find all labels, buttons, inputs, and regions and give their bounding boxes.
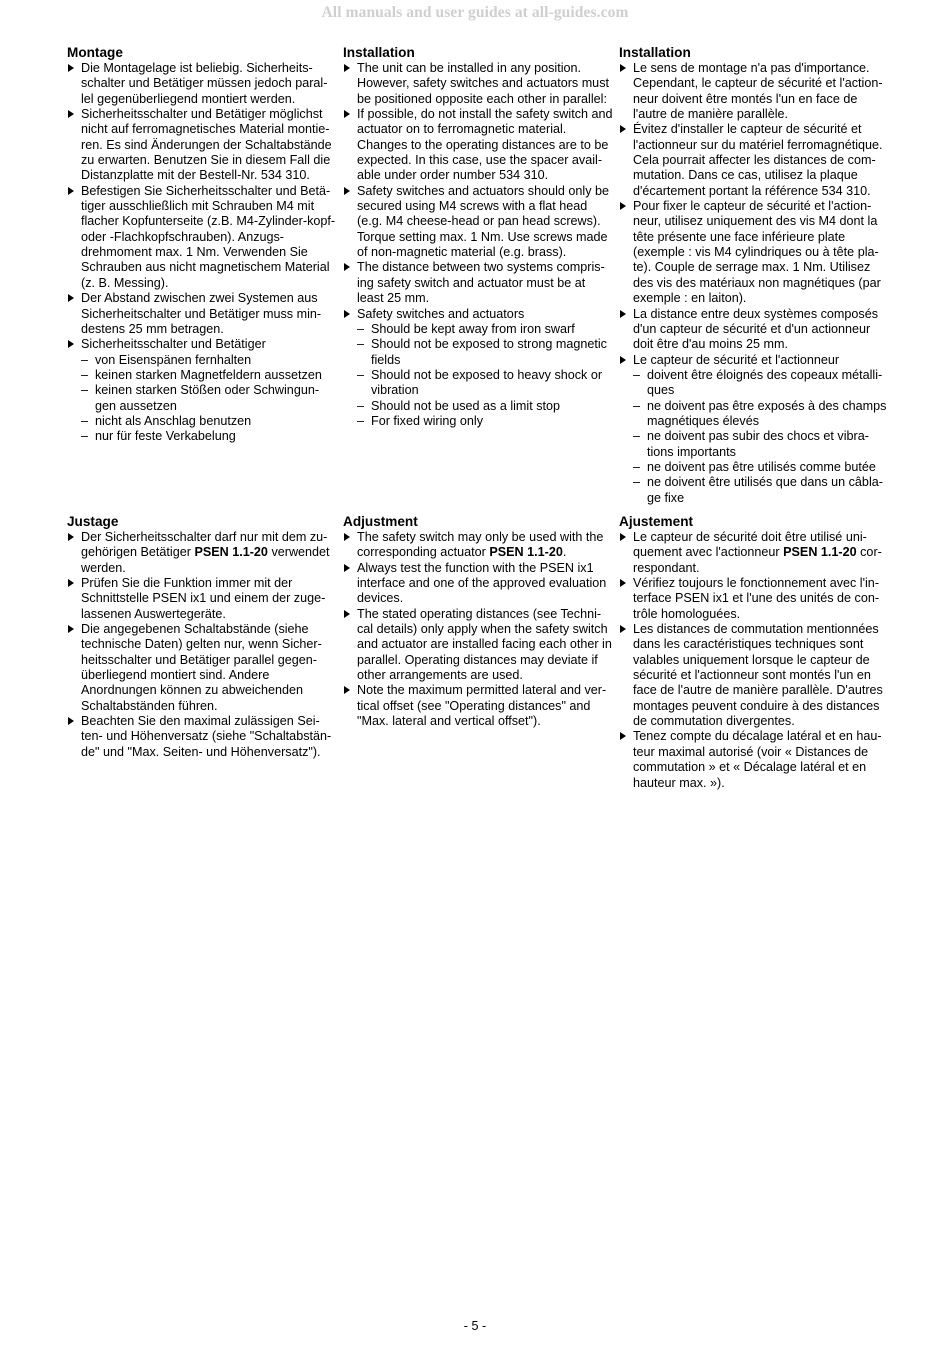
section-adjustment: [343, 513, 615, 729]
item-text: Pour fixer le capteur de sécurité et l'action-neur, utilisez uniquement des vis M4 dont la tête présente une face inférieure plate (exemple : vis M4 cylindriques ou à tête pla-te). Couple de serrage max. 1 Nm. Utilisez des vis des matériaux non magnétiques (par exemple : en laiton).: [633, 199, 881, 306]
sub-list-item: [633, 368, 891, 399]
bullet-arrow-icon: [620, 64, 626, 72]
dash-bullet-icon: –: [633, 429, 641, 444]
bullet-arrow-icon: [344, 64, 350, 72]
section-title: Justage: [67, 514, 119, 529]
sub-item-text: Should not be exposed to strong magnetic fields: [371, 337, 607, 367]
list-item: [343, 307, 615, 430]
bullet-arrow-icon: [68, 294, 74, 302]
bullet-arrow-icon: [620, 625, 626, 633]
dash-bullet-icon: –: [357, 398, 365, 413]
sub-item-text: ne doivent pas être exposés à des champs magnétiques élevés: [647, 398, 887, 428]
sub-list: [81, 353, 339, 445]
item-text: Vérifiez toujours le fonctionnement avec l'in-terface PSEN ix1 et l'une des unités de con-trôle homologuées.: [633, 576, 880, 621]
list-item: [619, 61, 891, 122]
item-text: Der Abstand zwischen zwei Systemen aus Sicherheitschalter und Betätiger muss min-destens 25 mm betragen.: [81, 291, 322, 336]
bullet-arrow-icon: [68, 579, 74, 587]
sub-list-item: [81, 353, 339, 368]
dash-bullet-icon: –: [81, 352, 89, 367]
list-item: [619, 576, 891, 622]
list-item: [343, 530, 615, 561]
bullet-arrow-icon: [344, 686, 350, 694]
bullet-arrow-icon: [344, 610, 350, 618]
list-item: [343, 184, 615, 261]
item-text: Always test the function with the PSEN ix1 interface and one of the approved evaluation devices.: [357, 560, 607, 606]
bullet-arrow-icon: [68, 625, 74, 633]
item-text: Tenez compte du décalage latéral et en hau-teur maximal autorisé (voir « Distances de commutation » et « Décalage latéral et en hauteur max. »).: [633, 729, 882, 790]
list-item: [67, 61, 339, 107]
bullet-arrow-icon: [68, 64, 74, 72]
sub-list-item: [633, 399, 891, 430]
list-item: [67, 530, 339, 576]
product-name: PSEN 1.1-20: [194, 545, 268, 560]
sub-item-text: Should be kept away from iron swarf: [371, 321, 575, 336]
bullet-list: [619, 530, 891, 791]
list-item: [67, 107, 339, 184]
bullet-list: [343, 61, 615, 429]
sub-item-text: keinen starken Stößen oder Schwingun-gen aussetzen: [95, 383, 320, 413]
product-name: PSEN 1.1-20: [783, 545, 857, 560]
list-item: [619, 122, 891, 199]
list-item: [67, 184, 339, 291]
item-text: Évitez d'installer le capteur de sécurité et l'actionneur sur du matériel ferromagnétique. Cela pourrait affecter les distances de com-mutation. Dans ce cas, utilisez la plaque d'écartement portant la référence 534 310.: [633, 122, 883, 198]
bullet-list: [343, 530, 615, 729]
bullet-list: [619, 61, 891, 506]
sub-list-item: [633, 429, 891, 460]
sub-item-text: For fixed wiring only: [371, 413, 483, 428]
bullet-arrow-icon: [68, 533, 74, 541]
dash-bullet-icon: –: [81, 429, 89, 444]
sub-item-text: von Eisenspänen fernhalten: [95, 352, 252, 367]
section-installation-en: [343, 44, 615, 429]
bullet-arrow-icon: [620, 310, 626, 318]
list-item: [619, 307, 891, 353]
sub-list-item: [81, 414, 339, 429]
list-item: [619, 622, 891, 729]
dash-bullet-icon: –: [633, 398, 641, 413]
list-item: [343, 107, 615, 184]
item-text: Prüfen Sie die Funktion immer mit der Schnittstelle PSEN ix1 und einem der zuge-lassenen Auswertegeräte.: [81, 576, 326, 621]
bullet-arrow-icon: [68, 187, 74, 195]
sub-item-text: ne doivent pas être utilisés comme butée: [647, 459, 876, 474]
dash-bullet-icon: –: [357, 367, 365, 382]
section-justage: [67, 513, 339, 760]
list-item: [67, 337, 339, 444]
list-item: [343, 607, 615, 684]
item-text: Le capteur de sécurité doit être utilisé uni-quement avec l'actionneur: [633, 530, 867, 560]
sub-list-item: [357, 414, 615, 429]
dash-bullet-icon: –: [633, 475, 641, 490]
section-ajustement: [619, 513, 891, 791]
list-item: [343, 260, 615, 306]
sub-list-item: [633, 475, 891, 506]
list-item: [67, 622, 339, 714]
section-installation-fr: [619, 44, 891, 506]
section-montage: [67, 44, 339, 445]
item-text: .: [562, 545, 567, 560]
item-text: Le capteur de sécurité et l'actionneur: [633, 352, 840, 367]
item-text: La distance entre deux systèmes composés d'un capteur de sécurité et d'un actionneur doit être d'au moins 25 mm.: [633, 306, 879, 352]
list-item: [619, 729, 891, 790]
bullet-arrow-icon: [344, 564, 350, 572]
sub-list: [633, 368, 891, 506]
bullet-arrow-icon: [68, 340, 74, 348]
list-item: [343, 61, 615, 107]
bullet-list: [67, 61, 339, 445]
item-text: Safety switches and actuators: [357, 306, 525, 321]
bullet-arrow-icon: [620, 533, 626, 541]
sub-list-item: [357, 337, 615, 368]
item-text: Sicherheitsschalter und Betätiger: [81, 337, 266, 352]
bullet-arrow-icon: [344, 310, 350, 318]
section-title: Adjustment: [343, 514, 418, 529]
bullet-arrow-icon: [344, 110, 350, 118]
item-text: Le sens de montage n'a pas d'importance. Cependant, le capteur de sécurité et l'action-neur doivent être montés l'un en face de l'autre de manière parallèle.: [633, 61, 883, 122]
item-text: The unit can be installed in any position. However, safety switches and actuators must be positioned opposite each other in parallel:: [357, 61, 609, 106]
bullet-arrow-icon: [68, 110, 74, 118]
dash-bullet-icon: –: [81, 383, 89, 398]
item-text: The safety switch may only be used with the corresponding actuator: [357, 530, 604, 560]
sub-item-text: Should not be used as a limit stop: [371, 398, 561, 413]
bullet-arrow-icon: [620, 356, 626, 364]
sub-item-text: nur für feste Verkabelung: [95, 429, 236, 444]
item-text: Sicherheitsschalter und Betätiger möglichst nicht auf ferromagnetisches Material montie-ren. Es sind Änderungen der Schaltabstände zu erwarten. Benutzen Sie in diesem Fall die Distanzplatte mit der Bestell-Nr. 534 310.: [81, 107, 332, 183]
sub-item-text: ne doivent être utilisés que dans un câbla-ge fixe: [647, 475, 883, 505]
watermark: All manuals and user guides at all-guides.com: [321, 4, 629, 21]
dash-bullet-icon: –: [357, 413, 365, 428]
bullet-arrow-icon: [68, 717, 74, 725]
sub-item-text: keinen starken Magnetfeldern aussetzen: [95, 367, 322, 382]
page-number: - 5 -: [463, 1319, 487, 1333]
item-text: Der Sicherheitsschalter darf nur mit dem zu-gehörigen Betätiger: [81, 530, 328, 560]
bullet-arrow-icon: [620, 202, 626, 210]
product-name: PSEN 1.1-20: [489, 545, 563, 560]
list-item: [343, 561, 615, 607]
sub-item-text: Should not be exposed to heavy shock or vibration: [371, 367, 603, 398]
section-title: Ajustement: [619, 514, 694, 529]
item-text: Note the maximum permitted lateral and ver-tical offset (see "Operating distances" and "Max. lateral and vertical offset").: [357, 683, 607, 729]
dash-bullet-icon: –: [81, 413, 89, 428]
section-title: Montage: [67, 45, 123, 60]
list-item: [67, 576, 339, 622]
list-item: [619, 199, 891, 306]
list-item: [343, 683, 615, 729]
list-item: [67, 714, 339, 760]
sub-list: [357, 322, 615, 429]
bullet-arrow-icon: [620, 732, 626, 740]
item-text: Die angegebenen Schaltabstände (siehe technische Daten) gelten nur, wenn Sicher-heitsschalter und Betätiger parallel gegen-überliegend montiert sind. Andere Anordnungen können zu abweichenden Schaltabständen führen.: [81, 622, 322, 713]
sub-item-text: doivent être éloignés des copeaux métalli-ques: [647, 367, 883, 398]
item-text: Die Montagelage ist beliebig. Sicherheits-schalter und Betätiger müssen jedoch paral-lel gegenüberliegend montiert werden.: [81, 61, 328, 106]
item-text: verwendet werden.: [81, 545, 330, 575]
sub-list-item: [357, 368, 615, 399]
sub-list-item: [357, 399, 615, 414]
list-item: [619, 530, 891, 576]
bullet-arrow-icon: [344, 187, 350, 195]
item-text: Les distances de commutation mentionnées dans les caractéristiques techniques sont valables uniquement lorsque le capteur de sécurité et l'actionneur sont montés l'un en face de l'autre de manière parallèle. D'autres montages peuvent conduire à des distances de commutation divergentes.: [633, 622, 883, 729]
dash-bullet-icon: –: [81, 367, 89, 382]
sub-list-item: [357, 322, 615, 337]
bullet-list: [67, 530, 339, 760]
bullet-arrow-icon: [620, 579, 626, 587]
dash-bullet-icon: –: [633, 459, 641, 474]
sub-list-item: [633, 460, 891, 475]
item-text: Befestigen Sie Sicherheitsschalter und Betä-tiger ausschließlich mit Schrauben M4 mit flacher Kopfunterseite (z.B. M4-Zylinder-kopf- oder -Flachkopfschrauben). Anzugs-drehmoment max. 1 Nm. Verwenden Sie Schrauben aus nicht magnetischem Material (z. B. Messing).: [81, 183, 336, 290]
sub-list-item: [81, 383, 339, 414]
bullet-arrow-icon: [620, 125, 626, 133]
item-text: The distance between two systems compris-ing safety switch and actuator must be at least 25 mm.: [357, 260, 605, 306]
list-item: [67, 291, 339, 337]
dash-bullet-icon: –: [357, 321, 365, 336]
dash-bullet-icon: –: [633, 367, 641, 382]
sub-list-item: [81, 429, 339, 444]
sub-list-item: [81, 368, 339, 383]
list-item: [619, 353, 891, 506]
item-text: Beachten Sie den maximal zulässigen Sei-ten- und Höhenversatz (siehe "Schaltabstän-de" und "Max. Seiten- und Höhenversatz").: [81, 714, 332, 759]
sub-item-text: ne doivent pas subir des chocs et vibra-tions importants: [647, 429, 869, 459]
section-title: Installation: [619, 45, 691, 60]
bullet-arrow-icon: [344, 263, 350, 271]
dash-bullet-icon: –: [357, 337, 365, 352]
bullet-arrow-icon: [344, 533, 350, 541]
section-title: Installation: [343, 45, 415, 60]
item-text: The stated operating distances (see Techni-cal details) only apply when the safety switch and actuator are installed facing each other in parallel. Operating distances may deviate if other arrangements are used.: [357, 606, 612, 683]
sub-item-text: nicht als Anschlag benutzen: [95, 413, 252, 428]
item-text: If possible, do not install the safety switch and actuator on to ferromagnetic material. Changes to the operating distances are to be expected. In this case, use the spacer avail-able under order number 534 310.: [357, 107, 613, 183]
item-text: cor-respondant.: [633, 545, 882, 575]
item-text: Safety switches and actuators should only be secured using M4 screws with a flat head (e.g. M4 cheese-head or pan head screws). Torque setting max. 1 Nm. Use screws made of non-magnetic material (e.g. brass).: [357, 183, 610, 260]
